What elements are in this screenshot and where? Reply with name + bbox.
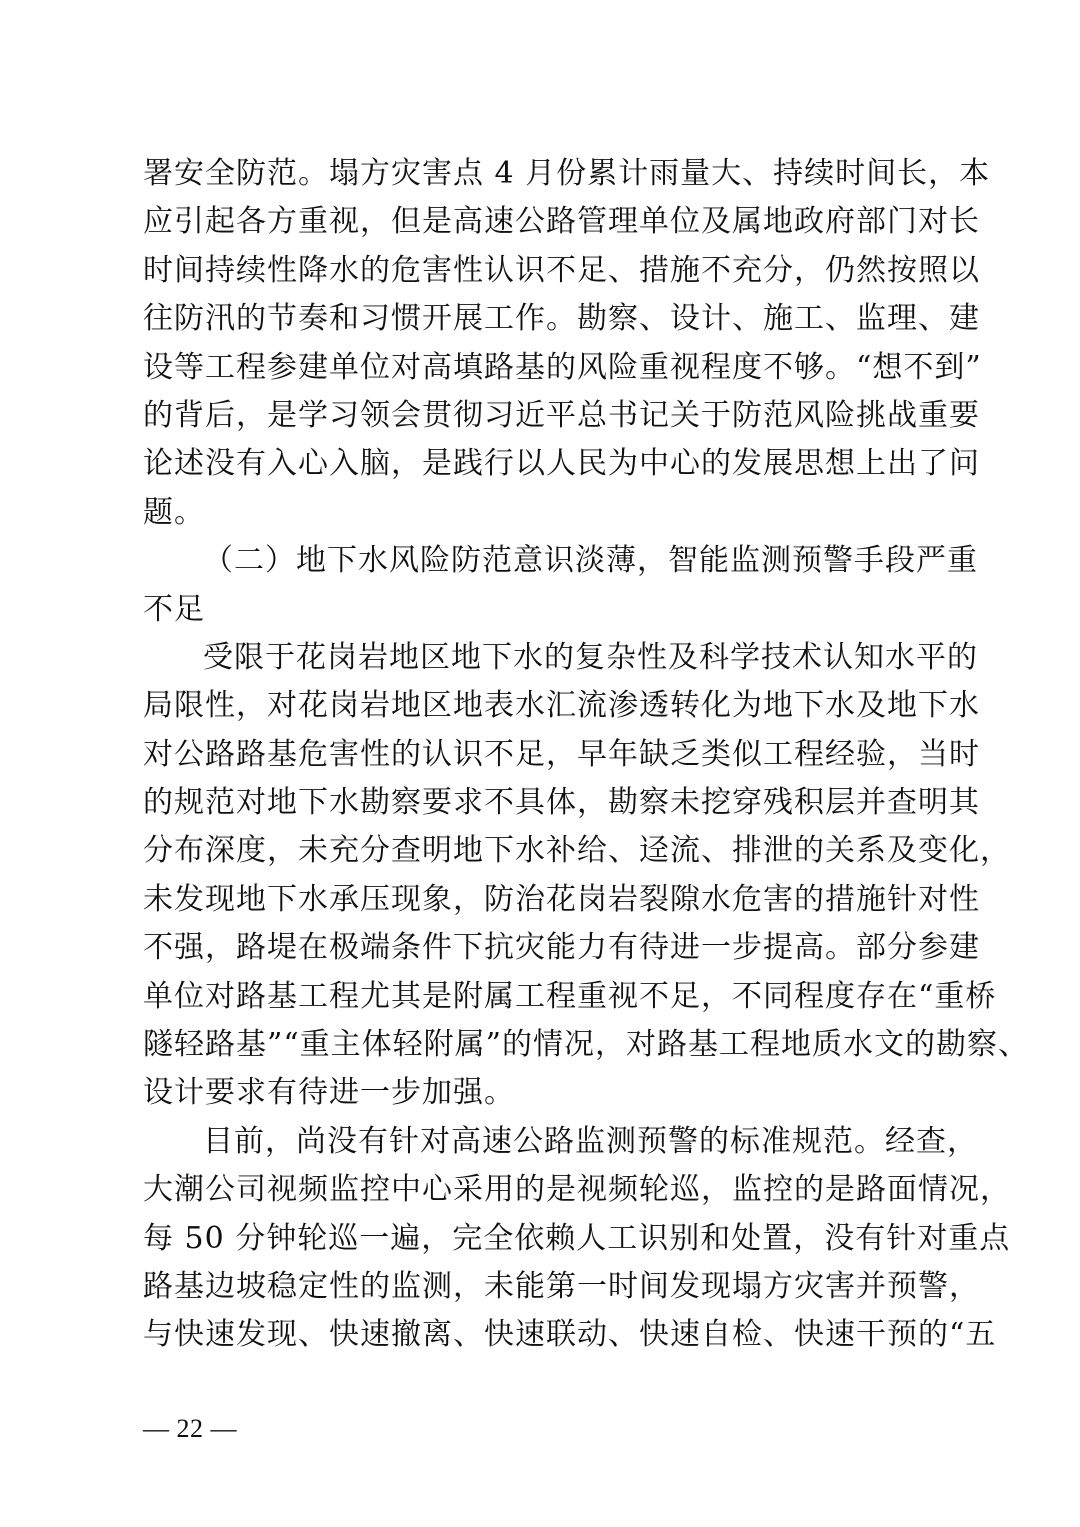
- text-line: 每 50 分钟轮巡一遍，完全依赖人工识别和处置，没有针对重点: [143, 1220, 1011, 1256]
- text-line: 题。: [143, 494, 205, 530]
- text-line: 未发现地下水承压现象，防治花岗岩裂隙水危害的措施针对性: [143, 881, 980, 917]
- text-line: 时间持续性降水的危害性认识不足、措施不充分，仍然按照以: [143, 252, 980, 288]
- text-line: 大潮公司视频监控中心采用的是视频轮巡，监控的是路面情况，: [143, 1172, 1011, 1208]
- text-line: 署安全防范。塌方灾害点 4 月份累计雨量大、持续时间长，本: [143, 156, 991, 191]
- text-line: 往防汛的节奏和习惯开展工作。勘察、设计、施工、监理、建: [143, 301, 980, 337]
- text-line: 不强，路堤在极端条件下抗灾能力有待进一步提高。部分参建: [143, 930, 980, 966]
- text-line: 路基边坡稳定性的监测，未能第一时间发现塌方灾害并预警，: [143, 1268, 980, 1304]
- text-line: 受限于花岗岩地区地下水的复杂性及科学技术认知水平的: [203, 639, 978, 675]
- body-text: [143, 150, 1030, 1360]
- text-line: 单位对路基工程尤其是附属工程重视不足，不同程度存在“重桥: [143, 978, 997, 1014]
- text-line: 的规范对地下水勘察要求不具体，勘察未挖穿残积层并查明其: [143, 785, 980, 821]
- text-line: 分布深度，未充分查明地下水补给、迳流、排泄的关系及变化，: [143, 833, 1011, 869]
- section-heading: （二）地下水风险防范意识淡薄，智能监测预警手段严重: [203, 543, 978, 579]
- text-line: 应引起各方重视，但是高速公路管理单位及属地政府部门对长: [143, 204, 980, 240]
- section-heading-continued: 不足: [143, 591, 205, 627]
- page-number: — 22 —: [143, 1414, 237, 1443]
- text-line: 隧轻路基”“重主体轻附属”的情况，对路基工程地质水文的勘察、: [143, 1027, 1030, 1063]
- text-line: 设计要求有待进一步加强。: [143, 1075, 515, 1111]
- text-line: 的背后，是学习领会贯彻习近平总书记关于防范风险挑战重要: [143, 397, 980, 433]
- text-line: 与快速发现、快速撤离、快速联动、快速自检、快速干预的“五: [143, 1317, 997, 1353]
- text-line: 局限性，对花岗岩地区地表水汇流渗透转化为地下水及地下水: [143, 688, 980, 724]
- text-line: 对公路路基危害性的认识不足，早年缺乏类似工程经验，当时: [143, 736, 980, 772]
- text-line: 设等工程参建单位对高填路基的风险重视程度不够。“想不到”: [143, 349, 982, 385]
- text-line: 论述没有入心入脑，是践行以人民为中心的发展思想上出了问: [143, 446, 980, 482]
- text-line: 目前，尚没有针对高速公路监测预警的标准规范。经查，: [203, 1123, 978, 1159]
